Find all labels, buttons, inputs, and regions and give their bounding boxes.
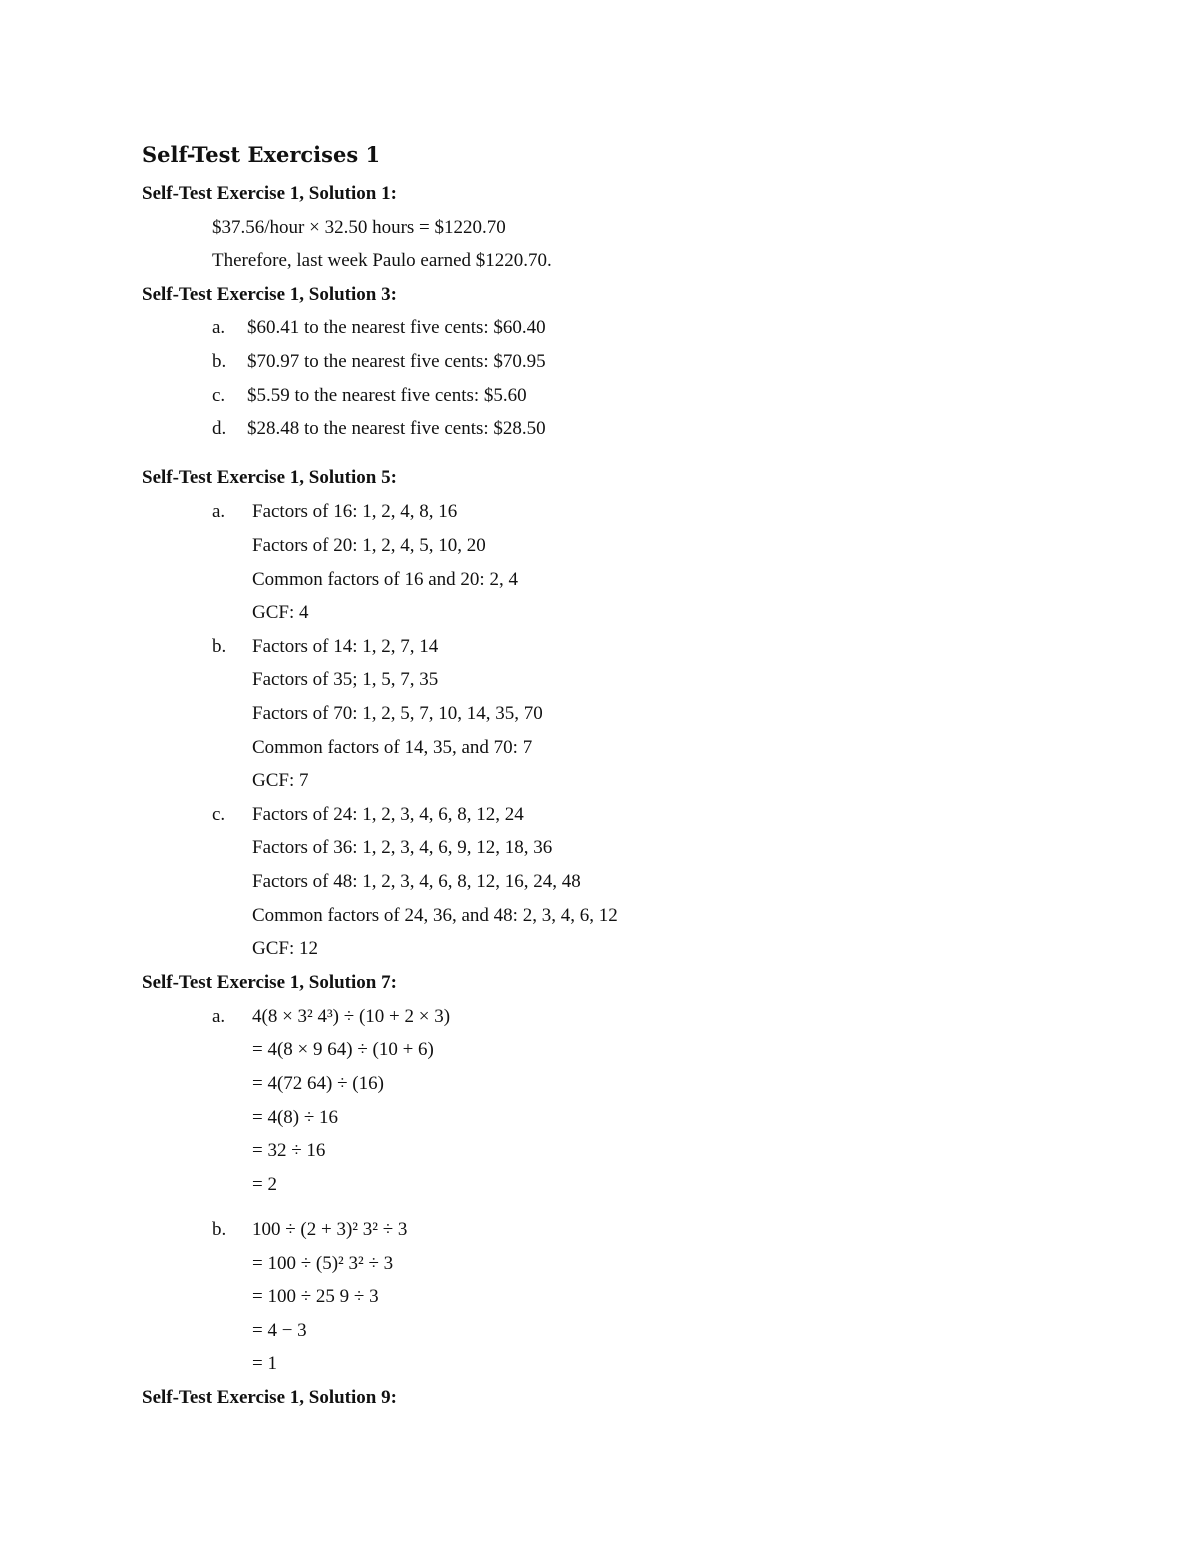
part-line: Factors of 48: 1, 2, 3, 4, 6, 8, 12, 16, 24, 48 — [252, 871, 581, 892]
solution-1-heading: Self-Test Exercise 1, Solution 1: — [142, 183, 397, 204]
part-marker: a. — [212, 1006, 226, 1027]
part-line: Factors of 70: 1, 2, 5, 7, 10, 14, 35, 70 — [252, 703, 543, 724]
equation-line: = 4 − 3 — [252, 1320, 307, 1341]
part-line: GCF: 4 — [252, 602, 309, 623]
solution-3-heading: Self-Test Exercise 1, Solution 3: — [142, 284, 397, 305]
part-marker: b. — [212, 1219, 227, 1240]
list-marker: b. — [212, 351, 227, 372]
solution-1-line: Therefore, last week Paulo earned $1220.70. — [212, 250, 552, 271]
page-title: Self-Test Exercises 1 — [142, 142, 381, 167]
equation-line: 100 ÷ (2 + 3)² 3² ÷ 3 — [252, 1219, 408, 1240]
equation-line: = 2 — [252, 1174, 277, 1195]
list-item: $28.48 to the nearest five cents: $28.50 — [247, 418, 546, 439]
part-line: Common factors of 24, 36, and 48: 2, 3, 4, 6, 12 — [252, 905, 618, 926]
part-line: Factors of 16: 1, 2, 4, 8, 16 — [252, 501, 458, 522]
list-item: $60.41 to the nearest five cents: $60.40 — [247, 317, 546, 338]
part-marker: a. — [212, 501, 226, 522]
equation-line: = 4(72 64) ÷ (16) — [252, 1073, 384, 1094]
equation-line: = 4(8 × 9 64) ÷ (10 + 6) — [252, 1039, 434, 1060]
part-line: Factors of 36: 1, 2, 3, 4, 6, 9, 12, 18, 36 — [252, 837, 553, 858]
equation-line: = 32 ÷ 16 — [252, 1140, 326, 1161]
solution-9-heading: Self-Test Exercise 1, Solution 9: — [142, 1387, 397, 1408]
part-marker: c. — [212, 804, 226, 825]
part-line: Factors of 35; 1, 5, 7, 35 — [252, 669, 439, 690]
solution-1-line: $37.56/hour × 32.50 hours = $1220.70 — [212, 217, 506, 238]
part-line: GCF: 12 — [252, 938, 318, 959]
part-line: Common factors of 14, 35, and 70: 7 — [252, 737, 533, 758]
equation-line: = 100 ÷ 25 9 ÷ 3 — [252, 1286, 379, 1307]
solution-7-heading: Self-Test Exercise 1, Solution 7: — [142, 972, 397, 993]
list-marker: a. — [212, 317, 226, 338]
solution-5-heading: Self-Test Exercise 1, Solution 5: — [142, 467, 397, 488]
part-line: Factors of 14: 1, 2, 7, 14 — [252, 636, 439, 657]
part-marker: b. — [212, 636, 227, 657]
equation-line: = 100 ÷ (5)² 3² ÷ 3 — [252, 1253, 394, 1274]
part-line: Factors of 24: 1, 2, 3, 4, 6, 8, 12, 24 — [252, 804, 524, 825]
list-marker: c. — [212, 385, 226, 406]
equation-line: = 1 — [252, 1353, 277, 1374]
list-item: $70.97 to the nearest five cents: $70.95 — [247, 351, 546, 372]
part-line: Common factors of 16 and 20: 2, 4 — [252, 569, 518, 590]
equation-line: 4(8 × 3² 4³) ÷ (10 + 2 × 3) — [252, 1006, 451, 1027]
list-item: $5.59 to the nearest five cents: $5.60 — [247, 385, 527, 406]
part-line: Factors of 20: 1, 2, 4, 5, 10, 20 — [252, 535, 486, 556]
part-line: GCF: 7 — [252, 770, 309, 791]
equation-line: = 4(8) ÷ 16 — [252, 1107, 339, 1128]
list-marker: d. — [212, 418, 227, 439]
